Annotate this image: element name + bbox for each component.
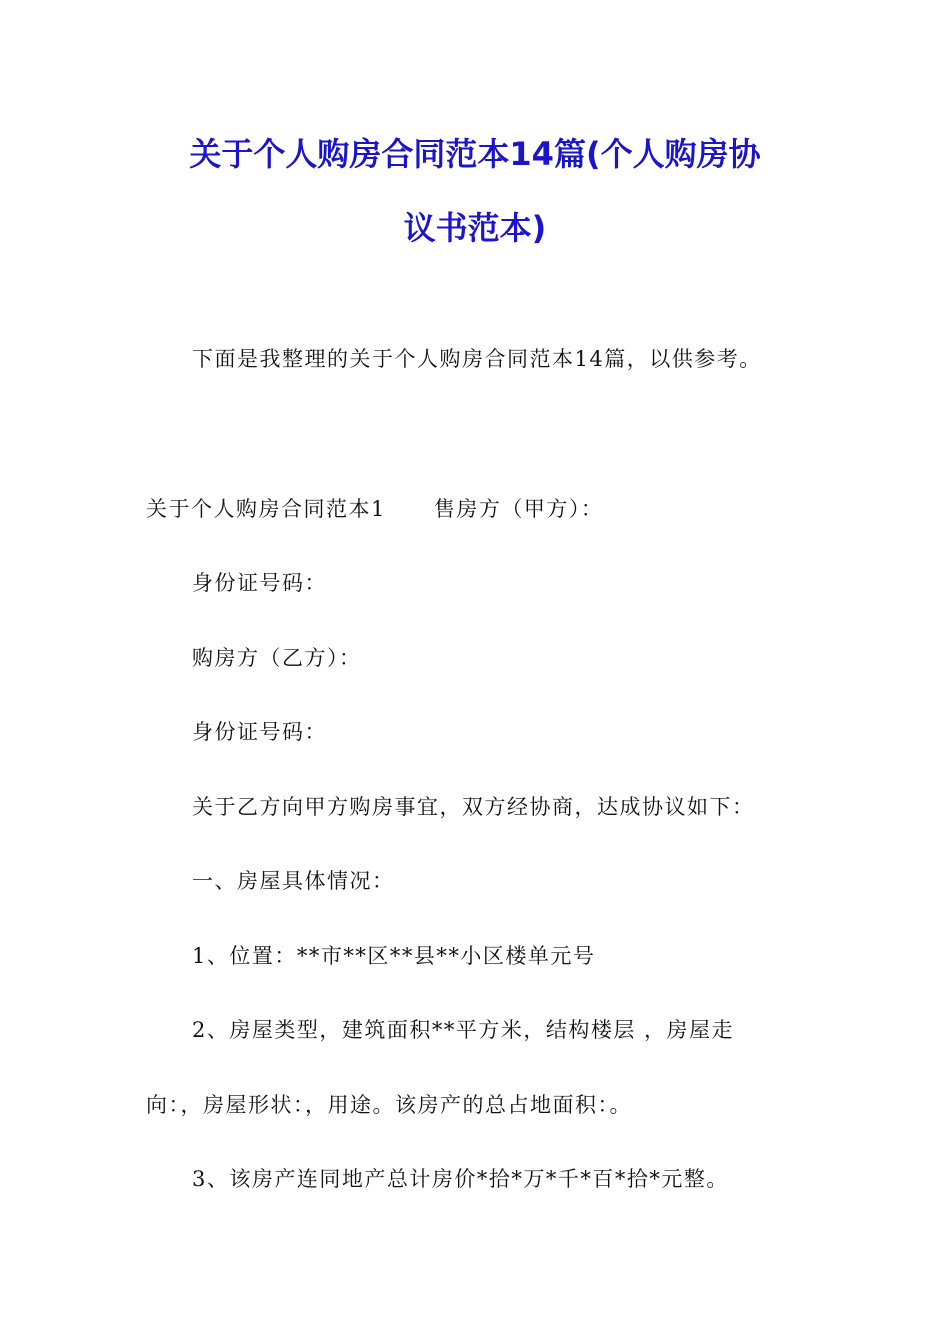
agreement-intro: 关于乙方向甲方购房事宜，双方经协商，达成协议如下： [192,795,755,819]
seller-id-line: 身份证号码： [192,571,327,595]
item-3-price: 3、该房产连同地产总计房价*拾*万*千*百*拾*元整。 [192,1167,729,1191]
seller-label: 售房方（甲方）： [433,497,604,521]
intro-paragraph: 下面是我整理的关于个人购房合同范本14篇，以供参考。 [192,347,762,371]
section-heading: 关于个人购房合同范本1 [146,497,386,521]
buyer-label-line: 购房方（乙方）： [192,646,362,670]
section-heading-row [146,494,603,524]
item-2-house-type: 2、房屋类型，建筑面积**平方米，结构楼层 ，房屋走 [192,1018,735,1042]
item-2-continuation: 向：，房屋形状：，用途。该房产的总占地面积：。 [146,1093,632,1117]
document-title-line-2: 议书范本) [403,209,547,247]
buyer-id-line: 身份证号码： [192,720,327,744]
item-1-location: 1、位置：**市**区**县**小区楼单元号 [192,944,596,968]
clause-1-heading: 一、房屋具体情况： [192,869,395,893]
document-title-line-1: 关于个人购房合同范本14篇(个人购房协 [189,135,761,173]
